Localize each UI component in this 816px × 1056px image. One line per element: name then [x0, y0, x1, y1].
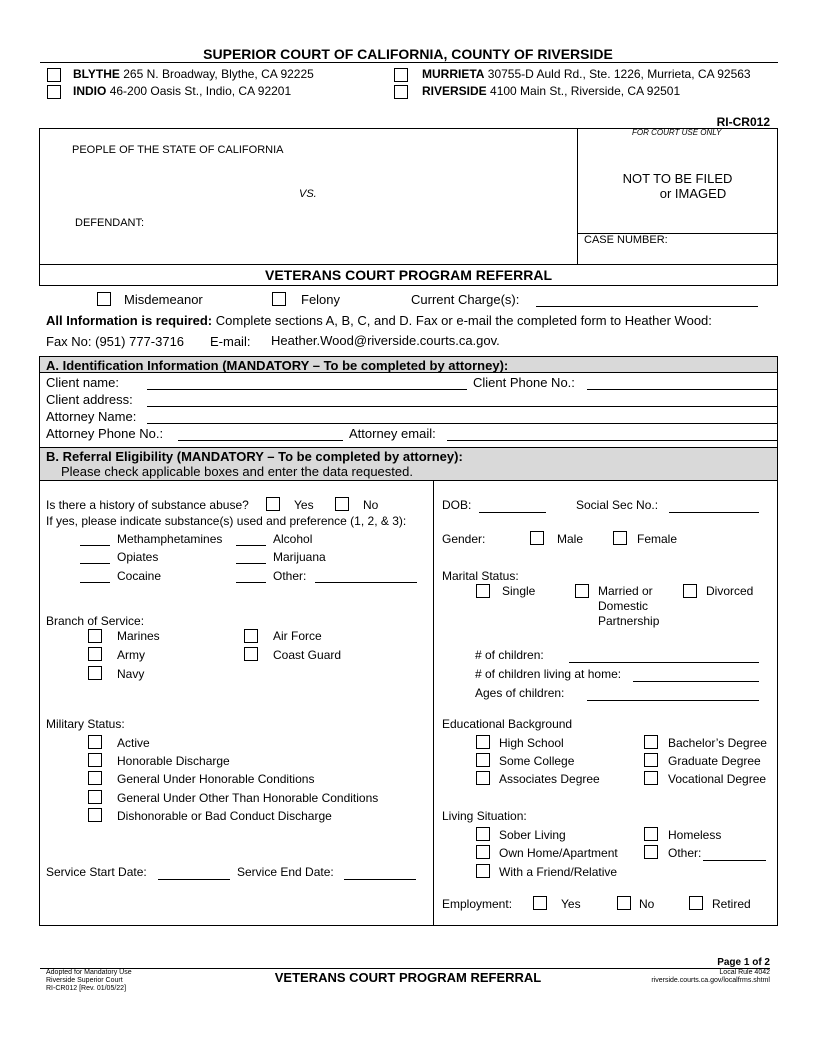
- education-label: Educational Background: [442, 717, 573, 731]
- general-other-label: General Under Other Than Honorable Conditions: [117, 791, 379, 805]
- living-other-field[interactable]: [703, 860, 766, 861]
- location-riverside: RIVERSIDE 4100 Main St., Riverside, CA 92501: [422, 84, 681, 98]
- service-start-label: Service Start Date:: [46, 865, 147, 879]
- living-other-checkbox[interactable]: [644, 845, 658, 859]
- alcohol-rank-field[interactable]: [236, 545, 266, 546]
- male-checkbox[interactable]: [530, 531, 544, 545]
- meth-label: Methamphetamines: [117, 532, 223, 546]
- attorney-email-label: Attorney email:: [349, 426, 436, 441]
- vocational-checkbox[interactable]: [644, 771, 658, 785]
- substance-no-label: No: [363, 498, 379, 512]
- children-ages-label: Ages of children:: [475, 686, 565, 700]
- branch-label: Branch of Service:: [46, 614, 145, 628]
- court-title: SUPERIOR COURT OF CALIFORNIA, COUNTY OF RIVERSIDE: [203, 46, 613, 62]
- employment-retired-label: Retired: [712, 897, 751, 911]
- single-checkbox[interactable]: [476, 584, 490, 598]
- associates-label: Associates Degree: [499, 772, 600, 786]
- living-situation-label: Living Situation:: [442, 809, 527, 823]
- children-ages-field[interactable]: [587, 700, 759, 701]
- substance-preference-label: If yes, please indicate substance(s) used and preference (1, 2, & 3):: [46, 514, 407, 528]
- navy-label: Navy: [117, 667, 145, 681]
- defendant-label: DEFENDANT:: [75, 217, 145, 229]
- footer-title: VETERANS COURT PROGRAM REFERRAL: [274, 970, 542, 985]
- graduate-label: Graduate Degree: [668, 754, 761, 768]
- form-code: RI-CR012: [716, 115, 770, 129]
- some-college-label: Some College: [499, 754, 575, 768]
- client-name-label: Client name:: [46, 375, 119, 390]
- coast-guard-checkbox[interactable]: [244, 647, 258, 661]
- gender-label: Gender:: [442, 532, 486, 546]
- employment-label: Employment:: [442, 897, 513, 911]
- client-phone-field[interactable]: [587, 389, 777, 390]
- felony-checkbox[interactable]: [272, 292, 286, 306]
- marines-checkbox[interactable]: [88, 629, 102, 643]
- meth-rank-field[interactable]: [80, 545, 110, 546]
- cocaine-rank-field[interactable]: [80, 582, 110, 583]
- not-filed-line-2: or IMAGED: [659, 186, 727, 201]
- section-a-title: A. Identification Information (MANDATORY – To be completed by attorney):: [46, 358, 509, 373]
- attorney-name-label: Attorney Name:: [46, 409, 137, 424]
- general-other-checkbox[interactable]: [88, 790, 102, 804]
- children-label: # of children:: [475, 648, 544, 662]
- employment-no-label: No: [639, 897, 655, 911]
- location-murrieta: MURRIETA 30755-D Auld Rd., Ste. 1226, Murrieta, CA 92563: [422, 67, 751, 81]
- client-name-field[interactable]: [147, 389, 467, 390]
- ssn-label: Social Sec No.:: [576, 498, 659, 512]
- dob-label: DOB:: [442, 498, 472, 512]
- current-charges-label: Current Charge(s):: [411, 292, 520, 307]
- dishonorable-label: Dishonorable or Bad Conduct Discharge: [117, 809, 332, 823]
- employment-retired-checkbox[interactable]: [689, 896, 703, 910]
- substance-yes-checkbox[interactable]: [266, 497, 280, 511]
- other-substance-label: Other:: [273, 569, 307, 583]
- attorney-phone-label: Attorney Phone No.:: [46, 426, 164, 441]
- page-number: Page 1 of 2: [717, 957, 770, 968]
- air-force-checkbox[interactable]: [244, 629, 258, 643]
- employment-yes-label: Yes: [561, 897, 581, 911]
- friend-relative-checkbox[interactable]: [476, 864, 490, 878]
- instructions: All Information is required: Complete sections A, B, C, and D. Fax or e-mail the completed form to Heather Wood:: [46, 313, 712, 328]
- attorney-email-field[interactable]: [447, 440, 777, 441]
- honorable-checkbox[interactable]: [88, 753, 102, 767]
- high-school-checkbox[interactable]: [476, 735, 490, 749]
- divorced-checkbox[interactable]: [683, 584, 697, 598]
- married-checkbox[interactable]: [575, 584, 589, 598]
- own-home-checkbox[interactable]: [476, 845, 490, 859]
- employment-no-checkbox[interactable]: [617, 896, 631, 910]
- dob-field[interactable]: [479, 512, 546, 513]
- blythe-checkbox[interactable]: [47, 68, 61, 82]
- felony-label: Felony: [301, 292, 341, 307]
- bachelors-checkbox[interactable]: [644, 735, 658, 749]
- graduate-checkbox[interactable]: [644, 753, 658, 767]
- children-field[interactable]: [569, 662, 759, 663]
- riverside-checkbox[interactable]: [394, 85, 408, 99]
- air-force-label: Air Force: [273, 629, 322, 643]
- opiates-rank-field[interactable]: [80, 563, 110, 564]
- military-status-label: Military Status:: [46, 717, 125, 731]
- email-address: Heather.Wood@riverside.courts.ca.gov.: [271, 333, 500, 348]
- alcohol-label: Alcohol: [273, 532, 313, 546]
- opiates-label: Opiates: [117, 550, 159, 564]
- honorable-label: Honorable Discharge: [117, 754, 230, 768]
- army-label: Army: [117, 648, 145, 662]
- email-label: E-mail:: [210, 334, 251, 349]
- client-address-field[interactable]: [147, 406, 777, 407]
- some-college-checkbox[interactable]: [476, 753, 490, 767]
- misdemeanor-label: Misdemeanor: [124, 292, 203, 307]
- cocaine-label: Cocaine: [117, 569, 162, 583]
- people-label: PEOPLE OF THE STATE OF CALIFORNIA: [72, 144, 284, 156]
- homeless-checkbox[interactable]: [644, 827, 658, 841]
- header-divider: [40, 62, 778, 63]
- divorced-label: Divorced: [706, 584, 754, 598]
- section-b-subtitle: Please check applicable boxes and enter the data requested.: [61, 464, 413, 479]
- employment-yes-checkbox[interactable]: [533, 896, 547, 910]
- dishonorable-checkbox[interactable]: [88, 808, 102, 822]
- court-use-label: FOR COURT USE ONLY: [632, 128, 722, 137]
- marijuana-rank-field[interactable]: [236, 563, 266, 564]
- married-label: Married or Domestic Partnership: [598, 584, 660, 628]
- own-home-label: Own Home/Apartment: [499, 846, 618, 860]
- service-start-field[interactable]: [158, 879, 230, 880]
- adopted-block: Adopted for Mandatory Use Riverside Superior Court RI-CR012 [Rev. 01/05/22]: [46, 969, 132, 992]
- homeless-label: Homeless: [668, 828, 722, 842]
- sober-living-label: Sober Living: [499, 828, 566, 842]
- substance-question: Is there a history of substance abuse?: [46, 498, 249, 512]
- substance-no-checkbox[interactable]: [335, 497, 349, 511]
- male-label: Male: [557, 532, 584, 546]
- not-filed-line-1: NOT TO BE FILED: [622, 171, 733, 186]
- children-home-label: # of children living at home:: [475, 667, 622, 681]
- attorney-name-field[interactable]: [147, 423, 777, 424]
- other-rank-field[interactable]: [236, 582, 266, 583]
- military-active-checkbox[interactable]: [88, 735, 102, 749]
- navy-checkbox[interactable]: [88, 666, 102, 680]
- service-end-label: Service End Date:: [237, 865, 334, 879]
- current-charges-field[interactable]: [536, 306, 758, 307]
- general-honorable-label: General Under Honorable Conditions: [117, 772, 315, 786]
- coast-guard-label: Coast Guard: [273, 648, 342, 662]
- section-b-divider: [433, 481, 434, 926]
- living-other-label: Other:: [668, 846, 702, 860]
- army-checkbox[interactable]: [88, 647, 102, 661]
- associates-checkbox[interactable]: [476, 771, 490, 785]
- high-school-label: High School: [499, 736, 564, 750]
- client-phone-label: Client Phone No.:: [473, 375, 575, 390]
- misdemeanor-checkbox[interactable]: [97, 292, 111, 306]
- friend-relative-label: With a Friend/Relative: [499, 865, 618, 879]
- other-substance-field[interactable]: [315, 582, 417, 583]
- indio-checkbox[interactable]: [47, 85, 61, 99]
- form-title: VETERANS COURT PROGRAM REFERRAL: [264, 267, 552, 283]
- fax-number: Fax No: (951) 777-3716: [46, 334, 185, 349]
- murrieta-checkbox[interactable]: [394, 68, 408, 82]
- marital-status-label: Marital Status:: [442, 569, 519, 583]
- vocational-label: Vocational Degree: [668, 772, 767, 786]
- attorney-phone-field[interactable]: [178, 440, 343, 441]
- female-checkbox[interactable]: [613, 531, 627, 545]
- single-label: Single: [502, 584, 536, 598]
- female-label: Female: [637, 532, 678, 546]
- location-indio: INDIO 46-200 Oasis St., Indio, CA 92201: [73, 84, 292, 98]
- children-home-field[interactable]: [633, 681, 759, 682]
- sober-living-checkbox[interactable]: [476, 827, 490, 841]
- service-end-field[interactable]: [344, 879, 416, 880]
- marines-label: Marines: [117, 629, 160, 643]
- bachelors-label: Bachelor’s Degree: [668, 736, 767, 750]
- general-honorable-checkbox[interactable]: [88, 771, 102, 785]
- ssn-field[interactable]: [669, 512, 759, 513]
- footer-right: Local Rule 4042 riverside.courts.ca.gov/localfrms.shtml: [651, 969, 770, 984]
- section-b-title: B. Referral Eligibility (MANDATORY – To be completed by attorney):: [46, 449, 463, 464]
- substance-yes-label: Yes: [294, 498, 314, 512]
- military-active-label: Active: [117, 736, 150, 750]
- client-address-label: Client address:: [46, 392, 133, 407]
- vs-label: VS.: [299, 188, 317, 200]
- marijuana-label: Marijuana: [273, 550, 326, 564]
- case-number-label: CASE NUMBER:: [584, 234, 668, 246]
- location-blythe: BLYTHE 265 N. Broadway, Blythe, CA 92225: [73, 67, 314, 81]
